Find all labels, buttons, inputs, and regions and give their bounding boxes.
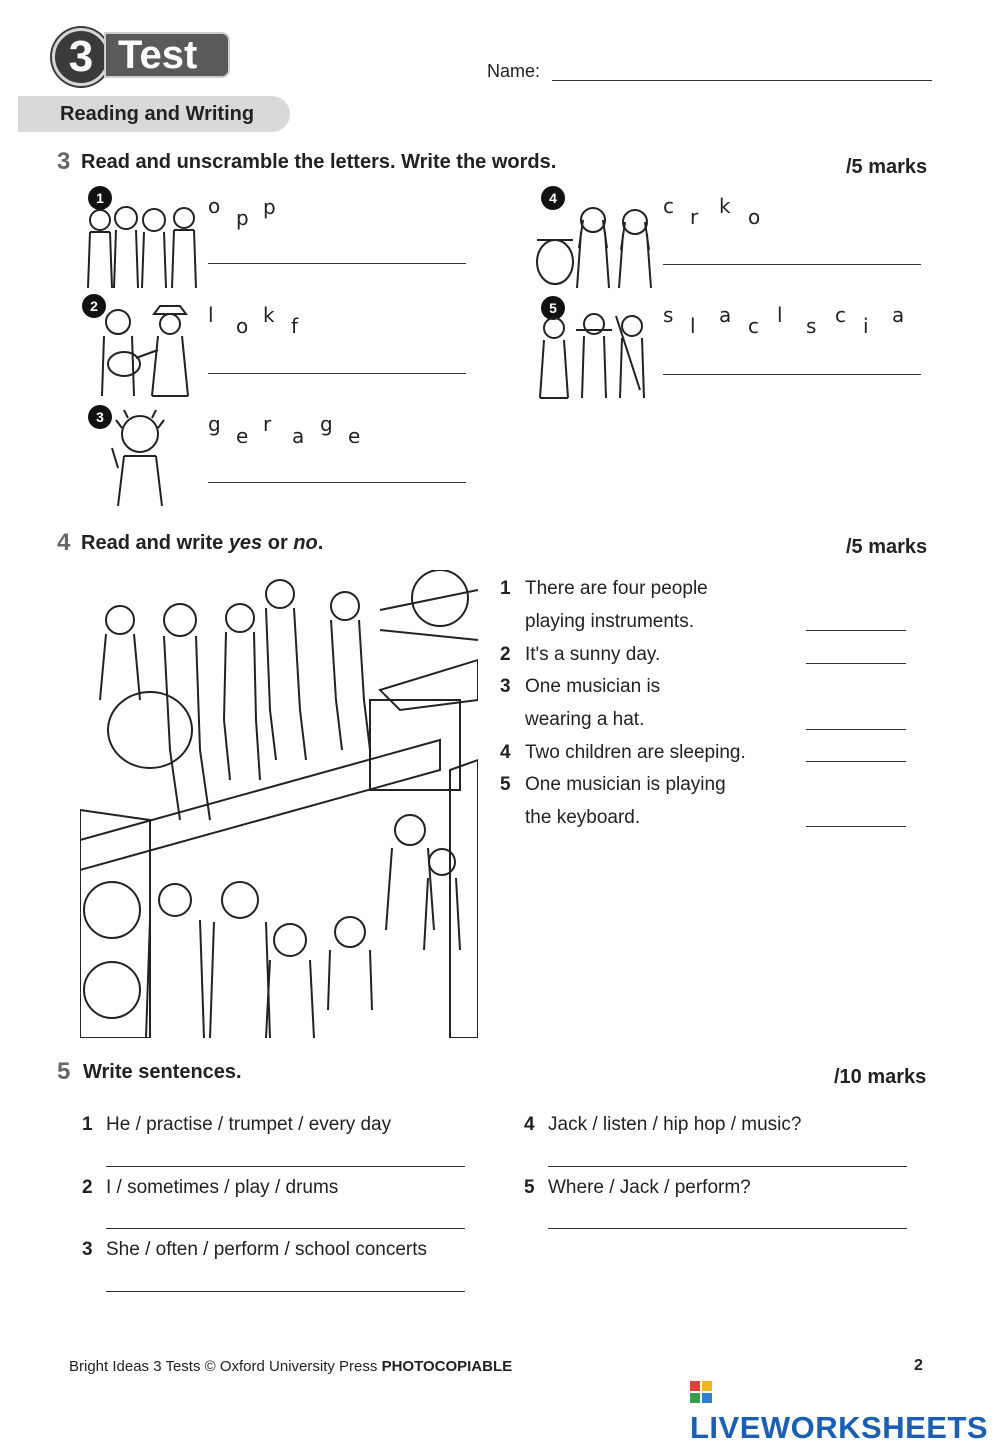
exercise-3-number: 3 bbox=[57, 148, 71, 175]
item-1-number: 1 bbox=[88, 186, 112, 210]
scramble-3-letter: r bbox=[263, 412, 272, 436]
prompt-text: She / often / perform / school concerts bbox=[106, 1239, 428, 1260]
prompt-text: Where / Jack / perform? bbox=[548, 1177, 751, 1198]
scramble-2-letter: f bbox=[291, 314, 299, 338]
scramble-5-letter: a bbox=[719, 303, 732, 327]
scramble-3-letter: g bbox=[320, 412, 333, 436]
folk-singers-illustration bbox=[96, 300, 196, 400]
prompt-text: He / practise / trumpet / every day bbox=[106, 1114, 392, 1135]
statement-text: There are four people bbox=[525, 578, 708, 599]
statement-number: 5 bbox=[500, 774, 511, 795]
statement-text: wearing a hat. bbox=[525, 709, 645, 730]
statement-text: Two children are sleeping. bbox=[525, 742, 746, 763]
answer-line-5[interactable] bbox=[663, 374, 921, 375]
scramble-5-letter: l bbox=[777, 303, 783, 327]
scramble-5-letter: l bbox=[690, 314, 696, 338]
scramble-1-letter: o bbox=[208, 194, 221, 218]
name-label: Name: bbox=[487, 61, 541, 81]
statement-text: playing instruments. bbox=[525, 611, 694, 632]
scramble-5-letter: c bbox=[748, 314, 759, 338]
exercise-5-number: 5 bbox=[57, 1058, 71, 1085]
exercise-5-marks: /10 marks bbox=[834, 1066, 927, 1088]
scramble-2-letter: l bbox=[208, 303, 214, 327]
prompt-number: 4 bbox=[524, 1114, 535, 1135]
statement-number: 2 bbox=[500, 644, 511, 665]
statement-text: the keyboard. bbox=[525, 807, 641, 828]
scramble-3-letter: e bbox=[348, 424, 361, 448]
classical-musicians-illustration bbox=[536, 310, 656, 400]
section-heading: Reading and Writing bbox=[18, 96, 290, 132]
yes-no-answer-2[interactable] bbox=[806, 663, 906, 664]
statement-text: One musician is playing bbox=[525, 774, 726, 795]
scramble-3-letter: a bbox=[292, 424, 305, 448]
exercise-4-marks: /5 marks bbox=[846, 536, 928, 558]
prompt-number: 3 bbox=[82, 1239, 93, 1260]
scramble-4-letter: o bbox=[748, 205, 761, 229]
exercise-4-number: 4 bbox=[57, 529, 71, 556]
sentence-answer-4[interactable] bbox=[548, 1166, 907, 1167]
scramble-5-letter: s bbox=[806, 314, 817, 338]
scramble-1-letter: p bbox=[263, 195, 276, 219]
answer-line-4[interactable] bbox=[663, 264, 921, 265]
page-number: 2 bbox=[914, 1357, 923, 1374]
scramble-5-letter: i bbox=[863, 314, 869, 338]
scramble-1-letter: p bbox=[236, 206, 249, 230]
statement-number: 1 bbox=[500, 578, 511, 599]
liveworksheets-watermark: LIVEWORKSHEETS bbox=[690, 1374, 1000, 1446]
yes-no-answer-3[interactable] bbox=[806, 729, 906, 730]
item-3-number: 3 bbox=[88, 405, 112, 429]
scramble-3-letter: g bbox=[208, 412, 221, 436]
test-number-badge: 3 bbox=[52, 28, 110, 86]
statement-text: It's a sunny day. bbox=[525, 644, 661, 665]
statement-number: 4 bbox=[500, 742, 511, 763]
statement-text: One musician is bbox=[525, 676, 661, 697]
scramble-5-letter: a bbox=[892, 303, 905, 327]
liveworksheets-logo-icon bbox=[690, 1379, 714, 1405]
pop-singers-illustration bbox=[80, 190, 205, 290]
sentence-answer-5[interactable] bbox=[548, 1228, 907, 1229]
name-field[interactable] bbox=[552, 80, 932, 81]
rock-band-illustration bbox=[533, 200, 658, 290]
scramble-5-letter: s bbox=[663, 303, 674, 327]
scramble-3-letter: e bbox=[236, 424, 249, 448]
scramble-4-letter: c bbox=[663, 194, 674, 218]
scramble-5-letter: c bbox=[835, 303, 846, 327]
scramble-2-letter: k bbox=[263, 303, 275, 327]
scramble-4-letter: r bbox=[690, 205, 699, 229]
prompt-number: 1 bbox=[82, 1114, 93, 1135]
prompt-text: Jack / listen / hip hop / music? bbox=[548, 1114, 802, 1135]
sentence-answer-3[interactable] bbox=[106, 1291, 465, 1292]
sentence-answer-1[interactable] bbox=[106, 1166, 465, 1167]
test-title: Test bbox=[104, 32, 230, 78]
exercise-3-title: Read and unscramble the letters. Write the words. bbox=[81, 151, 557, 173]
answer-line-2[interactable] bbox=[208, 373, 466, 374]
reggae-singer-illustration bbox=[108, 408, 170, 508]
exercise-4-title: Read and write yes or no. bbox=[81, 532, 324, 554]
prompt-number: 2 bbox=[82, 1177, 93, 1198]
item-5-number: 5 bbox=[541, 296, 565, 320]
footer-credit: Bright Ideas 3 Tests © Oxford University Press PHOTOCOPIABLE bbox=[69, 1358, 513, 1375]
yes-no-answer-5[interactable] bbox=[806, 826, 906, 827]
exercise-5-title: Write sentences. bbox=[83, 1061, 242, 1083]
yes-no-answer-4[interactable] bbox=[806, 761, 906, 762]
answer-line-3[interactable] bbox=[208, 482, 466, 483]
item-4-number: 4 bbox=[541, 186, 565, 210]
answer-line-1[interactable] bbox=[208, 263, 466, 264]
concert-scene-illustration bbox=[80, 570, 478, 1038]
scramble-4-letter: k bbox=[719, 194, 731, 218]
scramble-2-letter: o bbox=[236, 314, 249, 338]
prompt-number: 5 bbox=[524, 1177, 535, 1198]
yes-no-answer-1[interactable] bbox=[806, 630, 906, 631]
exercise-3-marks: /5 marks bbox=[846, 156, 928, 178]
statement-number: 3 bbox=[500, 676, 511, 697]
sentence-answer-2[interactable] bbox=[106, 1228, 465, 1229]
item-2-number: 2 bbox=[82, 294, 106, 318]
prompt-text: I / sometimes / play / drums bbox=[106, 1177, 339, 1198]
